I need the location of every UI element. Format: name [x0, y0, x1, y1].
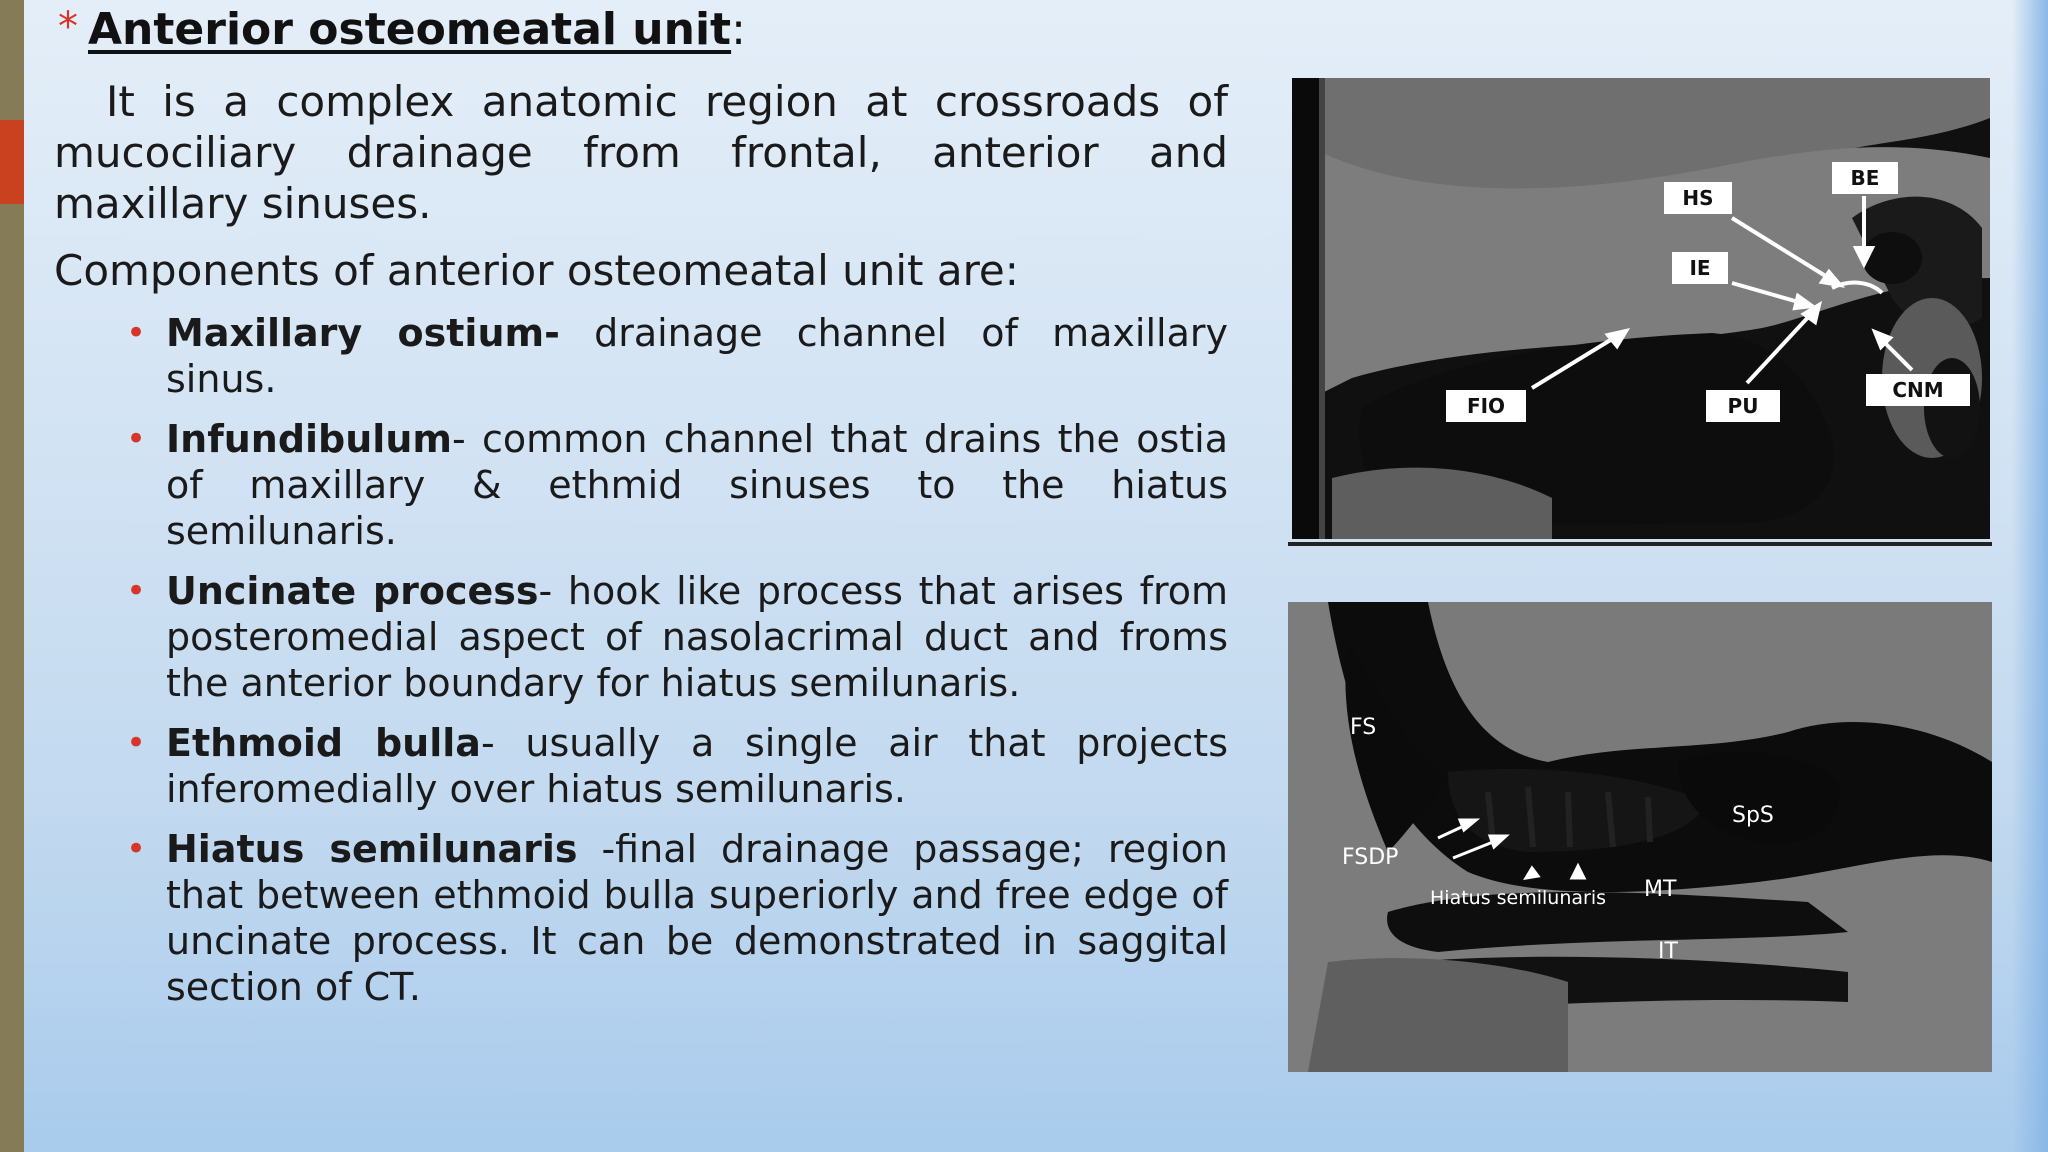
- label-fs: FS: [1350, 715, 1377, 740]
- bullet-icon: •: [126, 571, 147, 611]
- term-hiatus-semilunaris: Hiatus semilunaris: [166, 827, 578, 871]
- label-cnm: CNM: [1892, 378, 1944, 402]
- label-pu: PU: [1727, 394, 1759, 418]
- label-ie: IE: [1689, 256, 1711, 280]
- desc-hiatus-semilunaris: -final drainage passage; region that between ethmoid bulla superiorly and free edge of uncinate process. It can be demonstrated in saggital section of CT.: [166, 827, 1228, 1009]
- label-fsdp: FSDP: [1342, 845, 1399, 870]
- bullet-icon: •: [126, 829, 147, 869]
- ct-image-sagittal: [1288, 602, 1992, 1072]
- bullet-icon: •: [126, 419, 147, 459]
- label-sps: SpS: [1732, 803, 1774, 828]
- label-be: BE: [1850, 166, 1880, 190]
- label-hs: HS: [1682, 186, 1714, 210]
- term-uncinate-process: Uncinate process: [166, 569, 539, 613]
- list-item: [122, 416, 1228, 554]
- desc-ethmoid-bulla: - usually a single air that projects inferomedially over hiatus semilunaris.: [166, 721, 1228, 811]
- title-colon: :: [731, 4, 746, 55]
- label-it: IT: [1658, 939, 1678, 964]
- left-accent-block: [0, 120, 24, 204]
- ct-coronal-drawing: [1292, 78, 1990, 539]
- ct-image-coronal: [1292, 78, 1990, 539]
- term-infundibulum: Infundibulum: [166, 417, 452, 461]
- list-item: [122, 310, 1228, 402]
- bullet-icon: •: [126, 723, 147, 763]
- desc-maxillary-ostium: drainage channel of maxillary sinus.: [166, 311, 1228, 401]
- list-item: [122, 720, 1228, 812]
- list-item: [122, 568, 1228, 706]
- label-hiatus-semilunaris: Hiatus semilunaris: [1430, 887, 1607, 909]
- right-decor-band: [2012, 0, 2048, 1152]
- ct-sagittal-drawing: [1288, 602, 1992, 1072]
- bullet-icon: •: [126, 313, 147, 353]
- desc-uncinate-process: - hook like process that arises from posteromedial aspect of nasolacrimal duct and froms the anterior boundary for hiatus semilunaris.: [166, 569, 1228, 705]
- components-heading: Components of anterior osteomeatal unit are:: [54, 246, 1019, 295]
- intro-paragraph: It is a complex anatomic region at crossroads of mucociliary drainage from frontal, anterior and maxillary sinuses.: [54, 77, 1228, 228]
- list-item: [122, 826, 1228, 1010]
- label-mt: MT: [1644, 877, 1677, 902]
- title-text: Anterior osteomeatal unit: [88, 4, 732, 55]
- component-list: [122, 310, 1228, 1024]
- star-icon: *: [58, 4, 78, 50]
- slide-title: [58, 4, 746, 55]
- term-ethmoid-bulla: Ethmoid bulla: [166, 721, 481, 765]
- term-maxillary-ostium: Maxillary ostium-: [166, 311, 560, 355]
- image-divider: [1288, 542, 1992, 546]
- label-fio: FIO: [1466, 394, 1506, 418]
- desc-infundibulum: - common channel that drains the ostia of maxillary & ethmid sinuses to the hiatus semilunaris.: [166, 417, 1228, 553]
